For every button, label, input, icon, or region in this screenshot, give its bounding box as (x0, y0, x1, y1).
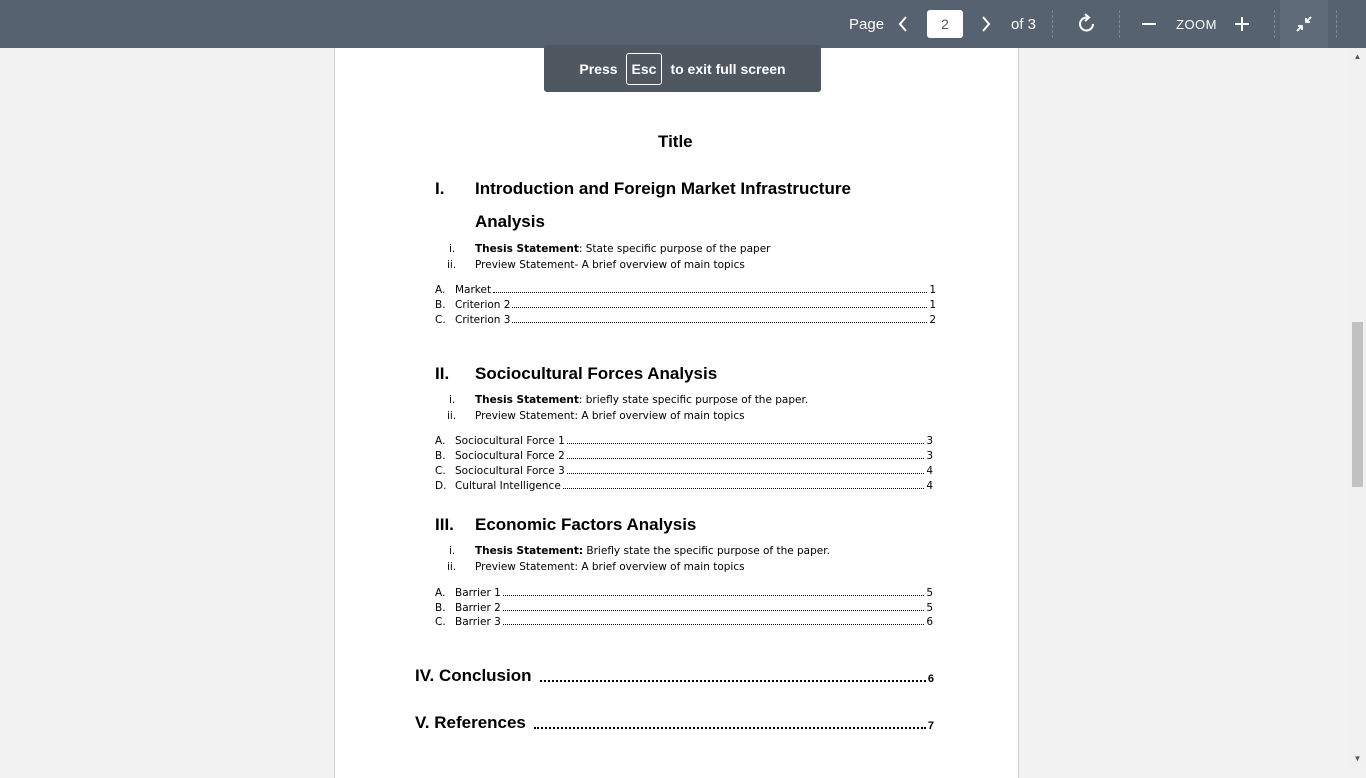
toolbar-divider (1336, 10, 1337, 38)
thesis-text: Briefly state the specific purpose of the paper. (583, 545, 830, 557)
scroll-down-arrow[interactable]: ▼ (1353, 754, 1362, 763)
thesis-statement (475, 545, 830, 557)
section-heading: Sociocultural Forces Analysis (475, 364, 718, 383)
rotate-icon (1076, 13, 1098, 35)
thesis-statement (475, 243, 770, 255)
toc-entry: C. Criterion 3 2 (435, 314, 936, 326)
minus-icon (1141, 16, 1157, 32)
preview-statement: Preview Statement: A brief overview of main topics (475, 410, 745, 422)
toc-entry: B. Criterion 2 1 (435, 299, 936, 311)
prev-page-button[interactable] (893, 0, 913, 48)
section-heading: Introduction and Foreign Market Infrastructure (475, 179, 851, 198)
preview-statement: Preview Statement: A brief overview of main topics (475, 561, 745, 573)
toolbar-divider (1119, 10, 1120, 38)
toc-entry: D. Cultural Intelligence 4 (435, 480, 933, 492)
notice-text: to exit full screen (670, 60, 786, 77)
toc-entry: A. Sociocultural Force 1 3 (435, 435, 933, 447)
esc-key: Esc (626, 53, 663, 85)
section-number: II. (435, 364, 450, 383)
zoom-out-button[interactable] (1139, 0, 1159, 48)
section-heading-continued: Analysis (475, 212, 545, 231)
toolbar-divider (1274, 10, 1275, 38)
preview-statement: Preview Statement- A brief overview of main topics (475, 259, 745, 271)
scroll-up-arrow[interactable]: ▲ (1353, 52, 1362, 61)
fullscreen-notice (544, 45, 821, 92)
section-heading: Economic Factors Analysis (475, 515, 697, 534)
list-numeral: i. (449, 394, 456, 406)
next-page-button[interactable] (976, 0, 996, 48)
chevron-right-icon (980, 15, 992, 33)
toc-entry: C. Sociocultural Force 3 4 (435, 465, 933, 477)
thesis-label: Thesis Statement: (475, 545, 584, 557)
toolbar-divider (1052, 10, 1053, 38)
toc-entry: A. Market 1 (435, 284, 936, 296)
chevron-left-icon (897, 15, 909, 33)
scrollbar-thumb[interactable] (1352, 322, 1363, 487)
thesis-statement (475, 394, 808, 406)
page-number-input[interactable]: 2 (927, 10, 963, 38)
toc-references: V. References 7 (415, 713, 934, 732)
viewer-toolbar (0, 0, 1366, 48)
notice-press: Press (579, 60, 618, 77)
collapse-icon (1294, 14, 1314, 34)
section-number: I. (435, 179, 445, 198)
toc-entry: B. Barrier 2 5 (435, 602, 933, 614)
thesis-text: : State specific purpose of the paper (578, 243, 771, 255)
toc-conclusion: IV. Conclusion 6 (415, 666, 934, 685)
plus-icon (1234, 16, 1250, 32)
toc-entry: C. Barrier 3 6 (435, 616, 933, 628)
thesis-label: Thesis Statement (475, 394, 579, 406)
section-number: III. (435, 515, 454, 534)
page-label: Page (849, 15, 885, 33)
list-numeral: ii. (447, 410, 457, 422)
list-numeral: i. (449, 243, 456, 255)
toc-entry: A. Barrier 1 5 (435, 587, 933, 599)
zoom-label: ZOOM (1176, 16, 1217, 32)
toc-entry: B. Sociocultural Force 2 3 (435, 450, 933, 462)
list-numeral: i. (449, 545, 456, 557)
list-numeral: ii. (447, 561, 457, 573)
zoom-in-button[interactable] (1232, 0, 1252, 48)
page-count: of 3 (1011, 15, 1037, 33)
thesis-text: : briefly state specific purpose of the paper. (578, 394, 809, 406)
exit-fullscreen-button[interactable] (1280, 0, 1328, 48)
rotate-button[interactable] (1074, 0, 1100, 48)
list-numeral: ii. (447, 259, 457, 271)
thesis-label: Thesis Statement (475, 243, 579, 255)
document-title: Title (658, 132, 693, 151)
